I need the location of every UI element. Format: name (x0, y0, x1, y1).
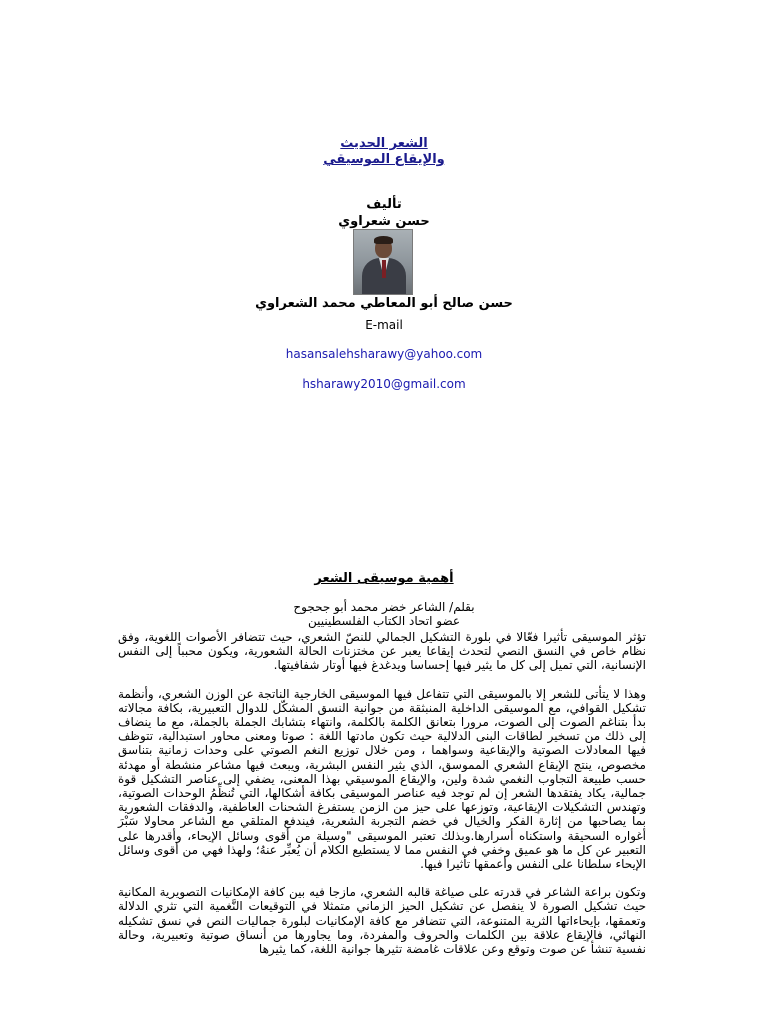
article-paragraph: وتكون براعة الشاعر في قدرته على صياغة قالبه الشعري، مازجا فيه بين كافة الإمكانيات التصويرية المكانية حيث تشكيل الصورة لا ينفصل عن تشكيل الحيز الزماني متمثلا في التوقيعات النَّغمية التي تثري الدلالة وتعمقها، بإيحاءاتها الثرية المتنوعة، التي تتضافر مع كافة الإمكانيات لبلورة جماليات النص في نسق تشكيله النهائي، فالإيقاع علاقة بين الكلمات والحروف والمفردة، وما يجاورها من أنساق صوتية وتعبيرية، وحالة نفسية تنشأ عن صوت وتوقع وعن علاقات غامضة تثيرها جوانية اللغة، كما يثيرها (118, 885, 646, 957)
article-paragraph: تؤثر الموسيقى تأثيرا فعّالا في بلورة التشكيل الجمالي للنصّ الشعري، حيث تتضافر الأصوات اللغوية، وفق نظام خاص في النسق النصي لتحدث إيقاعا يعبر عن مختزنات الحالة الشعورية، ويكون محبباً إلى النفس الإنسانية، التي تميل إلى كل ما يثير فيها إحساسا ويدغدغ فيها أوتار شفافيتها. (118, 630, 646, 673)
author-photo (353, 229, 413, 295)
book-title-line-2: والإيقاع الموسيقي (323, 152, 445, 167)
book-title (0, 136, 768, 168)
byline-affiliation: عضو اتحاد الكتاب الفلسطينيين (307, 614, 461, 628)
byline-author: بقلم/ الشاعر خضر محمد أبو جحجوح (293, 600, 475, 614)
article-body (118, 630, 646, 970)
author-full-name: حسن صالح أبو المعاطي محمد الشعراوي (255, 296, 513, 311)
email-link-gmail[interactable]: hsharawy2010@gmail.com (302, 377, 466, 391)
author-short-name: حسن شعراوي (338, 214, 430, 229)
author-heading (0, 196, 768, 230)
book-title-line-1: الشعر الحديث (340, 136, 428, 151)
article-byline (0, 600, 768, 628)
author-label: تأليف (366, 197, 402, 212)
email-label: E-mail (365, 318, 403, 332)
article-title: أهمية موسيقى الشعر (314, 571, 454, 586)
email-link-yahoo[interactable]: hasansalehsharawy@yahoo.com (285, 347, 483, 361)
article-paragraph: وهذا لا يتأتى للشعر إلا بالموسيقى التي تتفاعل فيها الموسيقى الخارجية الناتجة عن الوزن الشعري، وأنظمة تشكيل القوافي، مع الموسيقى الداخلية المنبثقة من جوانية النسق المشكّل للدوال التعبيرية، بكافة مجالاته بدأ بتناغم الصوت إلى الصوت، مرورا بتعانق الكلمة بالكلمة، وانتهاء بتشابك الجملة بالجملة، مع ما ينضاف إلى ذلك من تسخير لطاقات البنى الدلالية حيث تكون مادتها اللغة : صوتا ومعنى محاور استبدالية، تتوظف فيها المعادلات الصوتية والإيقاعية وسواهما ، ومن خلال توزيع النغم الصوتي على وحدات زمانية بتناسق مخصوص، ينتج الإيقاع الشعري المموسق، الذي يثير النفس البشرية، ويبعث فيها مشاعر منشطة أو مهدئة حسب طبيعة التجاوب النغمي شدة ولين، والإيقاع الموسيقي بهذا المعنى، يضفي إلى عناصر التشكيل قوة جمالية، يكاد يفتقدها الشعر إن لم توجد فيه عناصر الموسيقى بكافة أشكالها، التي تُنظِّمُ الوحدات الصوتية، وتهندس التشكيلات الإيقاعية، وتوزعها على حيز من الزمن يستفرغ الشحنات العاطفية، والدفقات الشعورية بما يصاحبها من إثارة الفكر والخيال في خضم التجربة الشعرية، فيندفع المتلقي مع الشاعر محاولا سَبْرَ أغواره السحيقة واستكناه أسرارها.وبذلك تعتبر الموسيقى "وسيلة من أقوى وسائل الإيحاء، وأقدرها على التعبير عن كل ما هو عميق وخفي في النفس مما لا يستطيع الكلام أن يُعبِّر عنهُ؛ ولهذا فهي من أقوى وسائل الإيحاء سلطانا على النفس وأعمقها تأثيرا فيها. (118, 686, 646, 872)
